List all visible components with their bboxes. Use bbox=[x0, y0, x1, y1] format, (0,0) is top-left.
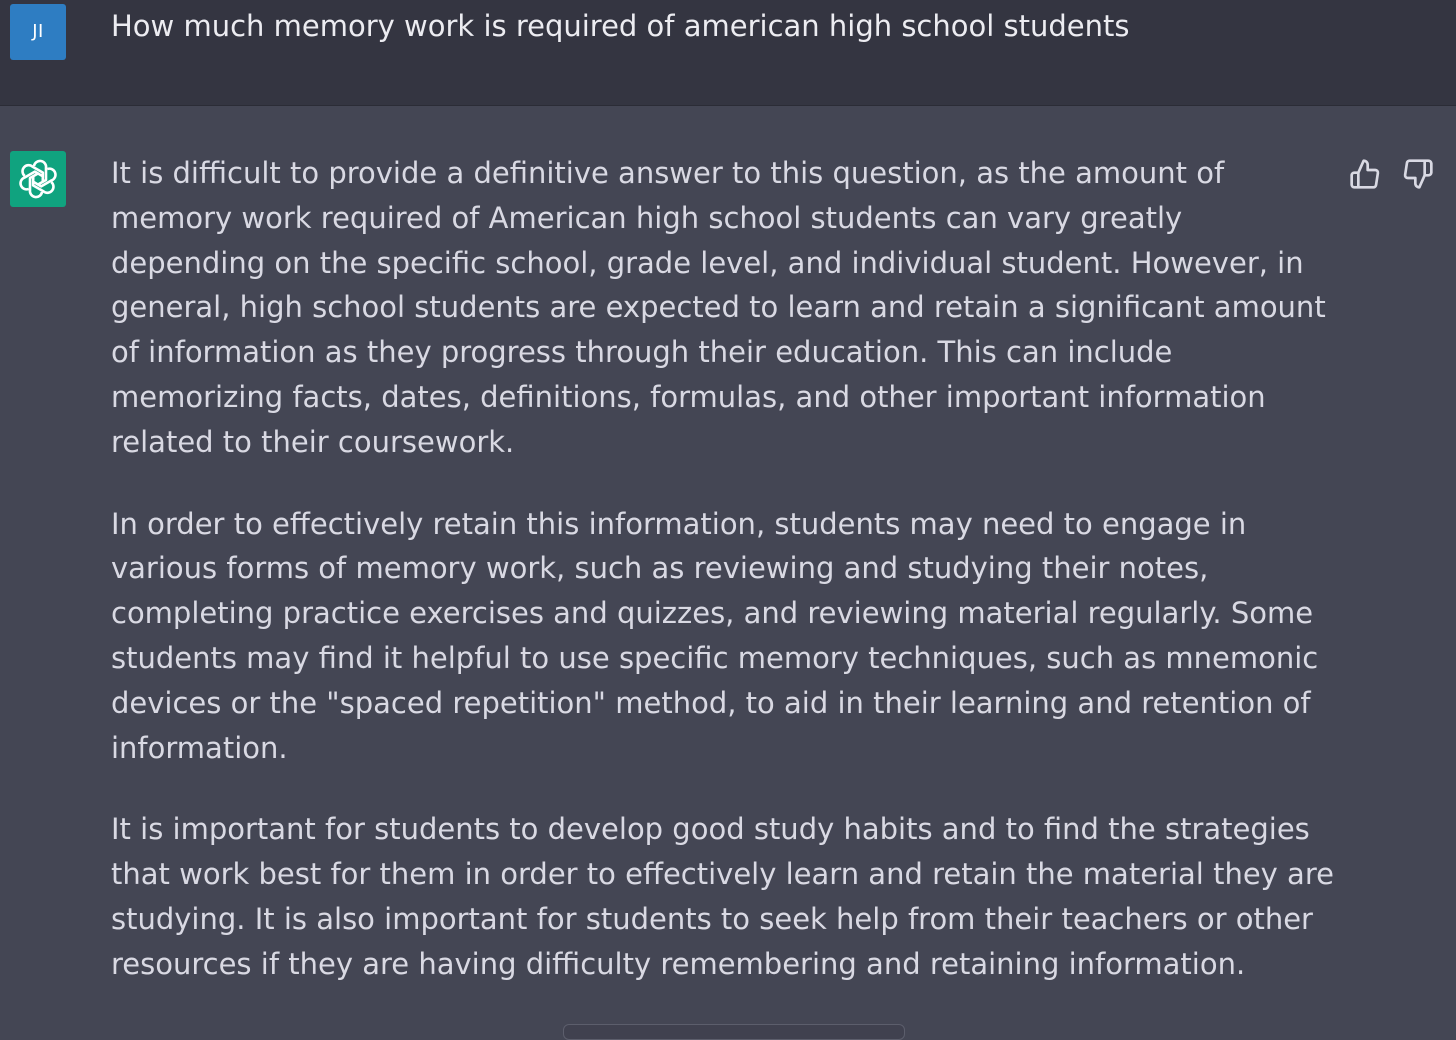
user-question: How much memory work is required of american high school students bbox=[111, 9, 1130, 43]
response-paragraph: It is difficult to provide a definitive answer to this question, as the amount of memory work required of American high school students can vary greatly depending on the specific school, grade level, and individual student. However, in general, high school students are expected to learn and retain a significant amount of information as they progress through their education. This can include memorizing facts, dates, definitions, formulas, and other important information related to their coursework. bbox=[111, 156, 1326, 459]
user-message-row bbox=[0, 0, 1456, 106]
regenerate-button-edge[interactable] bbox=[563, 1024, 905, 1040]
response-paragraph: In order to effectively retain this information, students may need to engage in various forms of memory work, such as reviewing and studying their notes, completing practice exercises and quizzes, and reviewing material regularly. Some students may find it helpful to use specific memory techniques, such as mnemonic devices or the "spaced repetition" method, to aid in their learning and retention of information. bbox=[111, 506, 1319, 765]
assistant-response bbox=[111, 151, 1336, 1024]
assistant-message-row bbox=[0, 106, 1456, 1035]
user-avatar: JI bbox=[10, 4, 66, 60]
thumbs-up-button[interactable] bbox=[1345, 154, 1385, 194]
thumbs-down-icon bbox=[1402, 158, 1434, 190]
thumbs-up-icon bbox=[1349, 158, 1381, 190]
openai-logo-icon bbox=[17, 158, 59, 200]
response-paragraph: It is important for students to develop good study habits and to find the strategies that work best for them in order to effectively learn and retain the material they are studying. It is also important for students to seek help from their teachers or other resources if they are having difficulty remembering and retaining information. bbox=[111, 812, 1334, 981]
thumbs-down-button[interactable] bbox=[1398, 154, 1438, 194]
assistant-avatar bbox=[10, 151, 66, 207]
